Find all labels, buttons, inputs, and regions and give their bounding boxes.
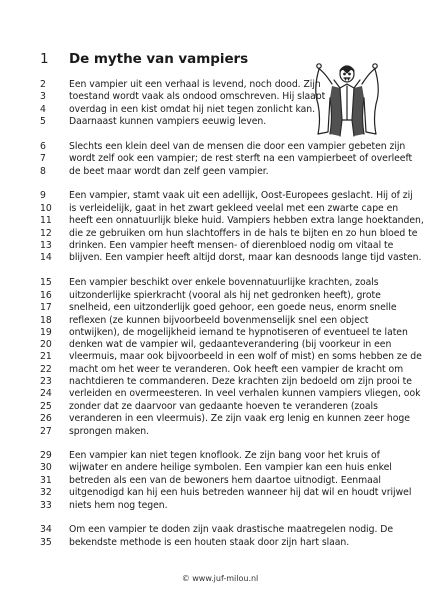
line-text: de beet maar wordt dan zelf geen vampier. [69,166,269,177]
line-text: verleiden en overmeesteren. In veel verhalen kunnen vampiers vliegen, ook [69,388,421,399]
line-number: 3 [40,91,46,102]
line-number: 6 [40,141,46,152]
line-text: sprongen maken. [69,426,150,437]
line-text: zonder dat ze daarvoor van gedaante hoeven te veranderen (zoals [69,401,378,412]
line-number: 4 [40,104,46,115]
line-number: 18 [40,315,52,326]
line-text: drinken. Een vampier heeft mensen- of dierenbloed nodig om vitaal te [69,240,394,251]
line-number: 22 [40,364,52,375]
line-number: 15 [40,277,52,288]
line-text: overdag in een kist omdat hij niet tegen zonlicht kan. [69,104,316,115]
line-number: 26 [40,413,52,424]
line-text: Een vampier beschikt over enkele bovennatuurlijke krachten, zoals [69,277,379,288]
line-text: wijwater en andere heilige symbolen. Een vampier kan een huis enkel [69,462,392,473]
line-number: 9 [40,190,46,201]
line-text: nachtdieren te commanderen. Deze krachten zijn bedoeld om zijn prooi te [69,376,412,387]
line-number: 32 [40,487,52,498]
line-number: 11 [40,215,52,226]
line-text: uitgenodigd kan hij een huis betreden wanneer hij dat wil en houdt vrijwel [69,487,412,498]
line-text: vleermuis, maar ook bijvoorbeeld in een wolf of mist) en soms hebben ze de [69,351,422,362]
line-number: 12 [40,228,52,239]
line-number: 34 [40,524,52,535]
line-number: 27 [40,426,52,437]
line-number: 7 [40,153,46,164]
line-text: bekendste methode is een houten staak door zijn hart slaan. [69,537,350,548]
line-text: macht om het weer te veranderen. Ook heeft een vampier de kracht om [69,364,404,375]
line-text: Een vampier uit een verhaal is levend, noch dood. Zijn [69,79,321,90]
line-text: toestand wordt vaak als ondood omschreven. Hij slaapt [69,91,326,102]
line-text: denken wat de vampier wil, gedaanteverandering (bij voorkeur in een [69,339,392,350]
line-number: 30 [40,462,52,473]
title-line-number: 1 [40,51,49,67]
line-text: Daarnaast kunnen vampiers eeuwig leven. [69,116,267,127]
line-number: 33 [40,500,52,511]
line-text: niets hem nog tegen. [69,500,168,511]
line-text: Een vampier, stamt vaak uit een adellijk, Oost-Europees geslacht. Hij of zij [69,190,413,201]
line-number: 31 [40,475,52,486]
line-number: 5 [40,116,46,127]
line-number: 23 [40,376,52,387]
line-number: 17 [40,302,52,313]
line-number: 19 [40,327,52,338]
line-number: 29 [40,450,52,461]
line-text: blijven. Een vampier heeft altijd dorst, maar kan desnoods lange tijd vasten. [69,252,422,263]
line-text: betreden als een van de bewoners hem daartoe uitnodigt. Eenmaal [69,475,381,486]
line-text: die ze gebruiken om hun slachtoffers in de hals te bijten en zo hun bloed te [69,228,418,239]
line-text: Een vampier kan niet tegen knoflook. Ze zijn bang voor het kruis of [69,450,380,461]
line-text: ontwijken), de mogelijkheid iemand te hypnotiseren of eventueel te laten [69,327,408,338]
line-text: veranderen in een vleermuis). Ze zijn vaak erg lenig en kunnen zeer hoge [69,413,410,424]
document-title: De mythe van vampiers [69,51,249,67]
line-number: 35 [40,537,52,548]
line-text: heeft een onnatuurlijk bleke huid. Vampiers hebben extra lange hoektanden, [69,215,424,226]
line-text: uitzonderlijke spierkracht (vooral als hij net gedronken heeft), grote [69,290,381,301]
line-text: wordt zelf ook een vampier; de rest sterft na een vampierbeet of overleeft [69,153,413,164]
copyright-footer: © www.juf-milou.nl [181,574,259,583]
line-text: snelheid, een uitzonderlijk goed gehoor, een goede neus, enorm snelle [69,302,397,313]
line-number: 20 [40,339,52,350]
line-number: 13 [40,240,52,251]
line-text: reflexen (ze kunnen bijvoorbeeld bovenmenselijk snel een object [69,315,369,326]
line-number: 21 [40,351,52,362]
line-text: Om een vampier te doden zijn vaak drastische maatregelen nodig. De [69,524,394,535]
line-number: 2 [40,79,46,90]
line-text: is verleidelijk, gaat in het zwart gekleed veelal met een zwarte cape en [69,203,399,214]
line-number: 10 [40,203,52,214]
line-number: 14 [40,252,52,263]
line-number: 8 [40,166,46,177]
line-number: 24 [40,388,52,399]
line-number: 16 [40,290,52,301]
line-text: Slechts een klein deel van de mensen die door een vampier gebeten zijn [69,141,406,152]
line-number: 25 [40,401,52,412]
